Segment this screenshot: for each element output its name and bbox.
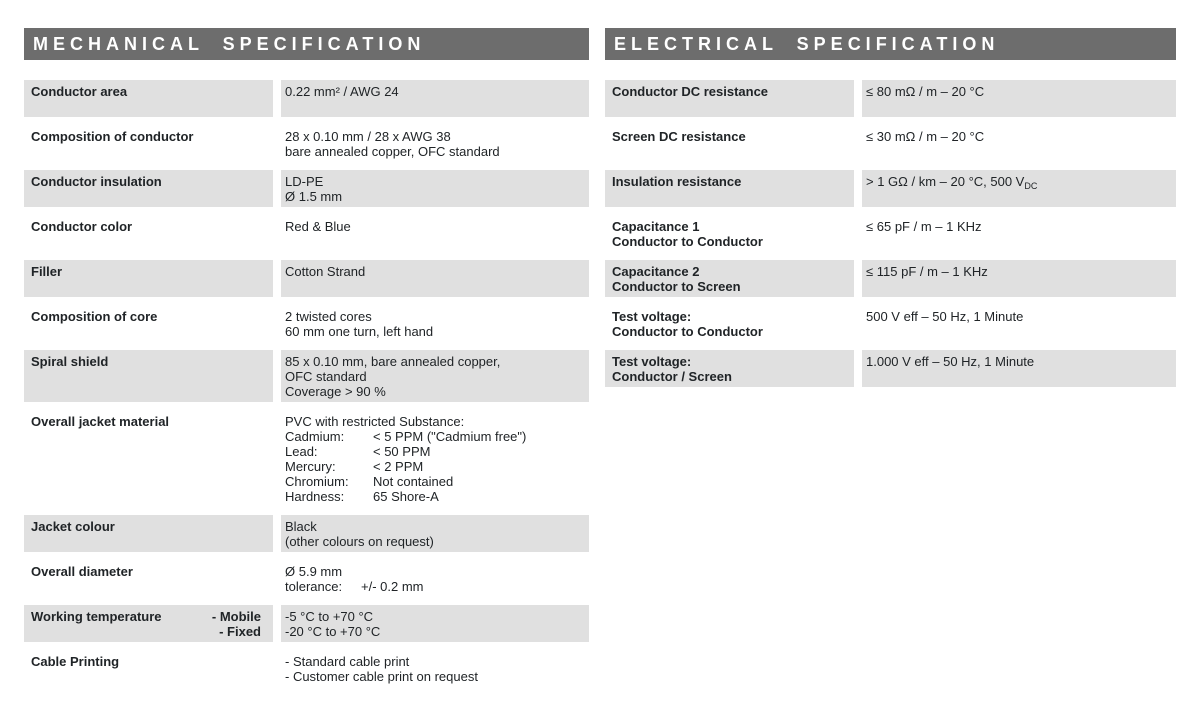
row-value: 500 V eff – 50 Hz, 1 Minute: [866, 309, 1024, 324]
electrical-spec-header: [605, 28, 1176, 60]
row-conductor-dc-resistance: [605, 80, 1176, 117]
row-label: Conductor color: [31, 219, 133, 234]
row-label: Conductor DC resistance: [605, 80, 854, 117]
row-cable-printing: [24, 650, 589, 687]
insulation-resistance-value: > 1 GΩ / km – 20 °C, 500 V: [866, 174, 1025, 189]
tolerance-key: tolerance:: [285, 579, 343, 594]
row-value: Red & Blue: [285, 219, 351, 234]
substance-value: Not contained: [373, 474, 454, 489]
row-label: Overall jacket material: [31, 414, 170, 429]
row-capacitance-2: [605, 260, 1176, 297]
substance-value: < 2 PPM: [373, 459, 424, 474]
column-gap: [273, 650, 281, 687]
row-value: LD-PE Ø 1.5 mm: [281, 170, 589, 207]
row-label: Test voltage: Conductor / Screen: [605, 350, 854, 387]
column-gap: [273, 80, 281, 117]
row-value: 28 x 0.10 mm / 28 x AWG 38 bare annealed copper, OFC standard: [285, 129, 500, 159]
row-value: 2 twisted cores 60 mm one turn, left hand: [285, 309, 434, 339]
row-value: PVC with restricted Substance: Cadmium: < 5 PPM ("Cadmium free") Lead: < 50 PPM Mercury: < 2 PPM Chromium: Not contained Hardness: 65 Shore-A: [285, 414, 527, 504]
substance-key: Mercury:: [285, 459, 336, 474]
row-label: Composition of conductor: [31, 129, 194, 144]
row-overall-diameter: [24, 560, 589, 597]
column-gap: [273, 410, 281, 507]
row-test-voltage-conductor-screen: [605, 350, 1176, 387]
column-gap: [854, 305, 862, 342]
column-gap: [854, 215, 862, 252]
row-value: ≤ 80 mΩ / m – 20 °C: [862, 80, 1176, 117]
row-test-voltage-conductor-to-conductor: [605, 305, 1176, 342]
column-gap: [273, 560, 281, 597]
row-value: 1.000 V eff – 50 Hz, 1 Minute: [862, 350, 1176, 387]
substance-key: Cadmium:: [285, 429, 345, 444]
column-gap: [273, 605, 281, 642]
row-label: Capacitance 1 Conductor to Conductor: [612, 219, 763, 249]
row-label: Jacket colour: [24, 515, 273, 552]
row-overall-jacket-material: [24, 410, 589, 507]
row-label: Overall diameter: [31, 564, 133, 579]
row-value: ≤ 30 mΩ / m – 20 °C: [866, 129, 985, 144]
row-label: Conductor insulation: [24, 170, 273, 207]
column-gap: [273, 350, 281, 402]
row-label: Working temperature - Mobile - Fixed: [24, 605, 273, 642]
row-value: - Standard cable print - Customer cable print on request: [285, 654, 478, 684]
row-label: Test voltage: Conductor to Conductor: [612, 309, 763, 339]
row-composition-of-conductor: [24, 125, 589, 162]
row-value: ≤ 115 pF / m – 1 KHz: [862, 260, 1176, 297]
electrical-spec-section: [605, 28, 1176, 395]
row-spiral-shield: [24, 350, 589, 402]
row-value: Ø 5.9 mm tolerance: +/- 0.2 mm: [285, 564, 424, 594]
row-value: 0.22 mm² / AWG 24: [281, 80, 589, 117]
column-gap: [273, 215, 281, 252]
row-conductor-color: [24, 215, 589, 252]
row-conductor-insulation: [24, 170, 589, 207]
row-label: Capacitance 2 Conductor to Screen: [605, 260, 854, 297]
row-conductor-area: [24, 80, 589, 117]
column-gap: [273, 170, 281, 207]
row-label: Insulation resistance: [605, 170, 854, 207]
row-value: 85 x 0.10 mm, bare annealed copper, OFC standard Coverage > 90 %: [281, 350, 589, 402]
mechanical-spec-header: [24, 28, 589, 60]
row-label: Composition of core: [31, 309, 158, 324]
substance-value: < 50 PPM: [373, 444, 431, 459]
column-gap: [273, 260, 281, 297]
tolerance-value: +/- 0.2 mm: [361, 579, 424, 594]
row-value: Cotton Strand: [281, 260, 589, 297]
column-gap: [273, 125, 281, 162]
spec-columns: [0, 28, 1200, 695]
electrical-spec-title: ELECTRICAL SPECIFICATION: [614, 34, 1000, 54]
row-filler: [24, 260, 589, 297]
mechanical-spec-section: [24, 28, 589, 695]
vdc-subscript: DC: [1024, 181, 1038, 191]
row-capacitance-1: [605, 215, 1176, 252]
row-screen-dc-resistance: [605, 125, 1176, 162]
substance-key: Hardness:: [285, 489, 345, 504]
row-value: [862, 170, 1176, 207]
column-gap: [854, 125, 862, 162]
row-label: Screen DC resistance: [612, 129, 746, 144]
row-composition-of-core: [24, 305, 589, 342]
substance-key: Chromium:: [285, 474, 349, 489]
substance-value: < 5 PPM ("Cadmium free"): [373, 429, 527, 444]
column-gap: [854, 350, 862, 387]
working-temperature-modes: - Mobile - Fixed: [211, 609, 261, 639]
column-gap: [273, 305, 281, 342]
row-label: Filler: [24, 260, 273, 297]
row-label: Conductor area: [24, 80, 273, 117]
row-label: Spiral shield: [24, 350, 273, 402]
row-jacket-colour: [24, 515, 589, 552]
row-value: -5 °C to +70 °C -20 °C to +70 °C: [281, 605, 589, 642]
row-label: Cable Printing: [31, 654, 120, 669]
column-gap: [854, 170, 862, 207]
substance-key: Lead:: [285, 444, 318, 459]
row-working-temperature: [24, 605, 589, 642]
row-insulation-resistance: [605, 170, 1176, 207]
column-gap: [854, 260, 862, 297]
row-value: ≤ 65 pF / m – 1 KHz: [866, 219, 982, 234]
substance-value: 65 Shore-A: [373, 489, 439, 504]
column-gap: [854, 80, 862, 117]
row-value: Black (other colours on request): [281, 515, 589, 552]
mechanical-spec-title: MECHANICAL SPECIFICATION: [33, 34, 426, 54]
column-gap: [273, 515, 281, 552]
